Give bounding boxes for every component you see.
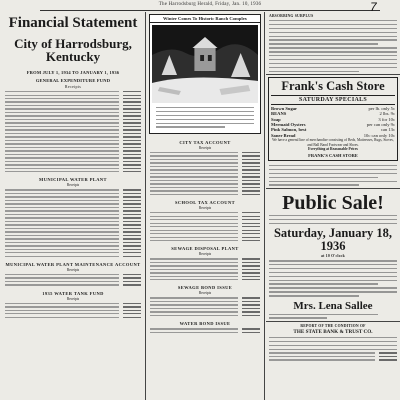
winter-ranch-photo: [152, 25, 258, 103]
top-article-text: [269, 20, 397, 72]
special-item: Pink Salmon, best can 13c: [271, 127, 395, 133]
bank-name: THE STATE BANK & TRUST CO.: [293, 328, 373, 335]
public-sale-title: Public Sale!: [282, 191, 384, 214]
bank-report-head: REPORT OF THE CONDITION OF: [300, 323, 366, 328]
section-city-tax-sub: Receipts: [198, 146, 212, 150]
sewage-bond-table: [150, 297, 260, 316]
seller-name: Mrs. Lena Sallee: [293, 299, 373, 312]
special-item: Soap 3 for 10c: [271, 116, 395, 122]
seller-details: [269, 314, 397, 319]
city-title: City of Harrodsburg, Kentucky: [14, 35, 132, 65]
special-item: Mermaid Oysters per can only 9c: [271, 122, 395, 128]
notice-text: [269, 165, 397, 186]
section-city-tax: CITY TAX ACCOUNT: [179, 140, 231, 145]
ad-divider: [266, 188, 400, 189]
franks-title: Frank's Cash Store: [281, 79, 385, 94]
page-number: 7: [370, 0, 377, 14]
absorbing-surplus-head: ABSORBING SURPLUS: [269, 14, 314, 18]
water-maintenance-table: [5, 274, 141, 286]
photo-illustration: [152, 25, 258, 103]
section-water-tank: 1935 WATER TANK FUND: [42, 290, 104, 296]
winter-photo-feature: [149, 14, 261, 134]
right-column: [266, 12, 400, 400]
section-sewage-plant: SEWAGE DISPOSAL PLANT: [171, 246, 239, 252]
photo-title: Winter Comes To Historic Ranch Complex: [150, 15, 260, 23]
section-water-plant-sub: Receipts: [66, 183, 80, 188]
sewage-plant-table: [150, 258, 260, 280]
middle-column: [147, 12, 263, 400]
special-item: BEANS 2 lbs. 9c: [271, 111, 395, 117]
period-line: FROM JULY 1, 1934 TO JANUARY 1, 1936: [26, 70, 120, 76]
franks-cash-store-ad: [268, 77, 398, 161]
water-tank-table: [5, 303, 141, 318]
ad-divider: [266, 74, 400, 75]
left-column: [2, 12, 144, 400]
public-sale-intro: [269, 215, 397, 224]
reasonable-prices-note: Everything at Reasonable Prices: [308, 147, 358, 152]
section-sewage-bond: SEWAGE BOND ISSUE: [177, 285, 233, 291]
sale-time: at 10 O'clock: [321, 254, 345, 259]
special-item: Saner Bread 10c can only 10c: [271, 132, 395, 138]
section-water-plant: MUNICIPAL WATER PLANT: [39, 177, 107, 183]
section-water-tank-sub: Receipts: [66, 296, 80, 301]
masthead: The Harrodsburg Herald, Friday, Jan. 10, 1936: [40, 2, 380, 11]
sale-date: Saturday, January 18, 1936: [273, 225, 393, 254]
bank-report-text: [269, 337, 397, 361]
water-bond-table: [150, 328, 260, 333]
city-tax-table: [150, 152, 260, 195]
column-rule: [145, 12, 146, 400]
section-water-maintenance-sub: Receipts: [66, 267, 80, 272]
saturday-specials: SATURDAY SPECIALS: [271, 95, 395, 105]
section-water-bond: WATER BOND ISSUE: [179, 321, 231, 327]
section-school-tax-sub: Receipts: [198, 206, 212, 211]
section-sewage-plant-sub: Receipts: [198, 252, 212, 257]
photo-caption: [156, 107, 254, 130]
section-general-fund-sub: Receipts: [64, 84, 82, 90]
merchandise-note: We have a general line of merchandise consisting of Beds, Mattresses, Rugs, Stoves, and Ball Band Footwear and Shoes.: [272, 138, 394, 147]
water-plant-table: [5, 189, 141, 257]
special-item: Brown Sugar per lb. only 5c: [271, 105, 395, 111]
financial-statement-title: Financial Statement: [8, 15, 138, 31]
sale-items-text: [269, 260, 397, 296]
ad-divider: [266, 321, 400, 322]
column-rule: [264, 12, 265, 400]
section-general-fund: GENERAL EXPENDITURE FUND: [35, 78, 111, 84]
school-tax-table: [150, 212, 260, 241]
public-sale-ad: [266, 193, 400, 319]
section-sewage-bond-sub: Receipts: [198, 291, 212, 296]
section-school-tax: SCHOOL TAX ACCOUNT: [174, 200, 236, 206]
general-fund-table: [5, 91, 141, 172]
section-water-maintenance: MUNICIPAL WATER PLANT MAINTENANCE ACCOUNT: [5, 261, 141, 267]
franks-footer: FRANK'S CASH STORE: [308, 153, 358, 159]
